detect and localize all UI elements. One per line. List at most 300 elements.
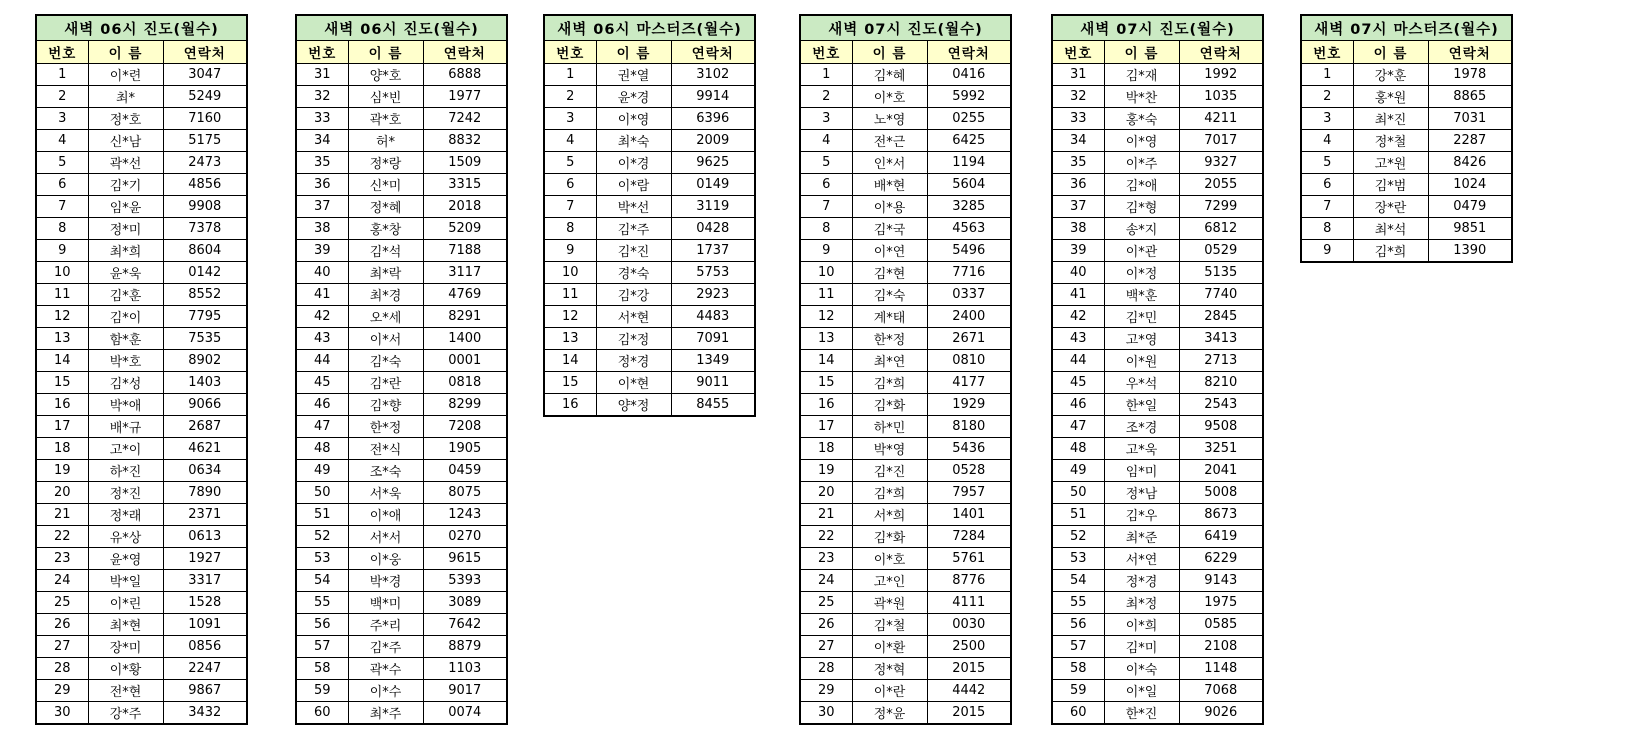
table-row [544,240,755,262]
cell-no: 33 [296,108,348,130]
cell-contact: 7242 [423,108,507,130]
cell-name: 배*현 [852,174,927,196]
table-row [296,350,507,372]
cell-no: 22 [36,526,88,548]
table-row [800,636,1011,658]
cell-no: 42 [1052,306,1104,328]
cell-name: 오*세 [348,306,423,328]
cell-no: 13 [544,328,596,350]
cell-no: 45 [1052,372,1104,394]
cell-no: 25 [36,592,88,614]
cell-no: 14 [36,350,88,372]
cell-no: 9 [1301,240,1353,263]
cell-no: 35 [296,152,348,174]
cell-no: 59 [1052,680,1104,702]
cell-no: 24 [36,570,88,592]
cell-no: 12 [544,306,596,328]
cell-no: 43 [296,328,348,350]
cell-no: 15 [36,372,88,394]
table-row [1052,306,1263,328]
cell-contact: 9851 [1428,218,1512,240]
cell-no: 22 [800,526,852,548]
cell-contact: 1927 [163,548,247,570]
cell-name: 김*진 [852,460,927,482]
cell-name: 함*훈 [88,328,163,350]
table-row [296,636,507,658]
cell-no: 57 [1052,636,1104,658]
cell-name: 박*경 [348,570,423,592]
cell-contact: 8604 [163,240,247,262]
cell-no: 44 [1052,350,1104,372]
cell-no: 31 [1052,64,1104,86]
cell-name: 최*준 [1104,526,1179,548]
table-row [800,680,1011,702]
cell-no: 38 [296,218,348,240]
roster-table-slot [799,14,1012,725]
table-row [544,328,755,350]
table-row [36,284,247,306]
table-row [296,284,507,306]
cell-no: 2 [544,86,596,108]
table-row [800,350,1011,372]
table-row [1052,350,1263,372]
table-row [1301,64,1512,86]
table-row [1052,526,1263,548]
cell-contact: 6229 [1179,548,1263,570]
cell-name: 이*영 [596,108,671,130]
cell-contact: 0149 [671,174,755,196]
cell-name: 고*원 [1353,152,1428,174]
roster-table [35,14,248,725]
table-row [1052,196,1263,218]
cell-name: 김*석 [348,240,423,262]
cell-name: 이*일 [1104,680,1179,702]
col-header-name: 이 름 [852,41,927,64]
cell-no: 35 [1052,152,1104,174]
cell-no: 54 [1052,570,1104,592]
cell-contact: 1401 [927,504,1011,526]
cell-name: 이*수 [348,680,423,702]
table-row [544,262,755,284]
table-row [1052,548,1263,570]
cell-name: 홍*원 [1353,86,1428,108]
table-row [1301,196,1512,218]
cell-no: 47 [296,416,348,438]
table-row [296,64,507,86]
cell-name: 곽*선 [88,152,163,174]
cell-name: 장*란 [1353,196,1428,218]
table-row [1052,64,1263,86]
cell-no: 10 [544,262,596,284]
cell-no: 34 [1052,130,1104,152]
cell-contact: 4483 [671,306,755,328]
cell-contact: 1035 [1179,86,1263,108]
table-row [544,350,755,372]
cell-no: 36 [1052,174,1104,196]
cell-name: 강*훈 [1353,64,1428,86]
table-row [1052,152,1263,174]
cell-no: 6 [800,174,852,196]
table-row [36,108,247,130]
cell-contact: 5393 [423,570,507,592]
cell-no: 47 [1052,416,1104,438]
cell-no: 7 [1301,196,1353,218]
cell-no: 15 [800,372,852,394]
cell-name: 최* [88,86,163,108]
table-body [544,64,755,417]
cell-no: 36 [296,174,348,196]
cell-name: 서*희 [852,504,927,526]
cell-contact: 3413 [1179,328,1263,350]
cell-contact: 1737 [671,240,755,262]
cell-no: 24 [800,570,852,592]
cell-contact: 9914 [671,86,755,108]
cell-name: 서*현 [596,306,671,328]
cell-no: 59 [296,680,348,702]
table-row [800,130,1011,152]
cell-no: 3 [36,108,88,130]
table-row [296,460,507,482]
table-row [1301,218,1512,240]
table-row [1301,174,1512,196]
cell-name: 우*석 [1104,372,1179,394]
cell-contact: 7188 [423,240,507,262]
cell-no: 1 [800,64,852,86]
cell-contact: 9066 [163,394,247,416]
cell-contact: 5135 [1179,262,1263,284]
cell-no: 16 [800,394,852,416]
cell-name: 임*미 [1104,460,1179,482]
cell-name: 인*서 [852,152,927,174]
cell-contact: 7535 [163,328,247,350]
cell-contact: 0142 [163,262,247,284]
table-row [800,526,1011,548]
table-row [36,262,247,284]
cell-contact: 3432 [163,702,247,725]
cell-no: 2 [36,86,88,108]
cell-name: 김*범 [1353,174,1428,196]
table-title-row [1052,15,1263,41]
table-row [36,658,247,680]
cell-contact: 5249 [163,86,247,108]
cell-name: 신*남 [88,130,163,152]
cell-no: 6 [1301,174,1353,196]
cell-contact: 7068 [1179,680,1263,702]
cell-no: 5 [544,152,596,174]
cell-name: 최*희 [88,240,163,262]
cell-no: 7 [800,196,852,218]
cell-name: 이*환 [852,636,927,658]
table-row [800,570,1011,592]
cell-no: 30 [36,702,88,725]
cell-contact: 2055 [1179,174,1263,196]
cell-contact: 7208 [423,416,507,438]
cell-contact: 7299 [1179,196,1263,218]
table-row [36,504,247,526]
cell-name: 홍*창 [348,218,423,240]
cell-no: 60 [296,702,348,725]
cell-no: 26 [800,614,852,636]
col-header-contact: 연락처 [671,41,755,64]
cell-no: 18 [36,438,88,460]
cell-no: 11 [36,284,88,306]
cell-no: 5 [36,152,88,174]
roster-table-slot [1051,14,1264,725]
roster-table [543,14,756,417]
roster-table [1051,14,1264,725]
cell-contact: 1148 [1179,658,1263,680]
cell-no: 58 [296,658,348,680]
cell-contact: 9508 [1179,416,1263,438]
table-row [36,438,247,460]
table-row [36,570,247,592]
cell-no: 8 [544,218,596,240]
column-header-row [1301,41,1512,64]
cell-contact: 1905 [423,438,507,460]
cell-name: 정*경 [596,350,671,372]
cell-contact: 5992 [927,86,1011,108]
cell-contact: 7284 [927,526,1011,548]
cell-no: 21 [800,504,852,526]
cell-name: 장*미 [88,636,163,658]
table-row [296,262,507,284]
cell-name: 박*일 [88,570,163,592]
cell-no: 41 [1052,284,1104,306]
cell-name: 이*희 [1104,614,1179,636]
cell-no: 39 [1052,240,1104,262]
table-row [1301,152,1512,174]
cell-name: 윤*경 [596,86,671,108]
cell-no: 8 [36,218,88,240]
cell-contact: 2041 [1179,460,1263,482]
cell-contact: 3047 [163,64,247,86]
table-row [36,306,247,328]
table-body [1301,64,1512,263]
cell-contact: 4563 [927,218,1011,240]
table-row [800,86,1011,108]
cell-no: 5 [800,152,852,174]
cell-name: 양*호 [348,64,423,86]
cell-name: 최*락 [348,262,423,284]
cell-no: 46 [1052,394,1104,416]
cell-no: 6 [36,174,88,196]
table-row [36,130,247,152]
cell-no: 17 [800,416,852,438]
cell-no: 16 [36,394,88,416]
cell-name: 김*희 [852,482,927,504]
cell-no: 23 [800,548,852,570]
cell-contact: 9625 [671,152,755,174]
cell-name: 최*현 [88,614,163,636]
column-header-row [36,41,247,64]
cell-contact: 2671 [927,328,1011,350]
cell-contact: 2009 [671,130,755,152]
table-row [296,548,507,570]
table-row [1052,702,1263,725]
cell-no: 11 [800,284,852,306]
cell-no: 4 [544,130,596,152]
cell-contact: 5436 [927,438,1011,460]
col-header-no: 번호 [1052,41,1104,64]
cell-no: 57 [296,636,348,658]
cell-contact: 8879 [423,636,507,658]
table-row [296,482,507,504]
cell-name: 하*진 [88,460,163,482]
table-row [800,504,1011,526]
table-row [544,152,755,174]
cell-name: 전*근 [852,130,927,152]
table-row [36,152,247,174]
cell-name: 이*경 [596,152,671,174]
cell-name: 김*이 [88,306,163,328]
table-row [800,174,1011,196]
cell-name: 한*일 [1104,394,1179,416]
table-row [544,86,755,108]
cell-name: 이*영 [1104,130,1179,152]
cell-name: 이*현 [596,372,671,394]
table-body [296,64,507,725]
cell-name: 양*정 [596,394,671,417]
table-row [800,196,1011,218]
cell-no: 3 [1301,108,1353,130]
cell-name: 정*호 [88,108,163,130]
cell-contact: 2018 [423,196,507,218]
table-row [800,218,1011,240]
table-row [296,174,507,196]
table-row [296,218,507,240]
cell-name: 김*화 [852,394,927,416]
table-row [1052,438,1263,460]
cell-no: 2 [800,86,852,108]
cell-contact: 8776 [927,570,1011,592]
table-row [1052,416,1263,438]
cell-contact: 0613 [163,526,247,548]
cell-no: 19 [800,460,852,482]
cell-no: 49 [296,460,348,482]
table-row [1052,482,1263,504]
cell-name: 강*주 [88,702,163,725]
cell-contact: 5753 [671,262,755,284]
cell-no: 53 [296,548,348,570]
cell-contact: 0255 [927,108,1011,130]
cell-name: 서*욱 [348,482,423,504]
column-header-row [1052,41,1263,64]
cell-name: 김*우 [1104,504,1179,526]
cell-contact: 1403 [163,372,247,394]
cell-name: 정*철 [1353,130,1428,152]
table-row [800,64,1011,86]
cell-contact: 3285 [927,196,1011,218]
table-row [296,526,507,548]
roster-table [295,14,508,725]
cell-no: 28 [36,658,88,680]
cell-name: 배*규 [88,416,163,438]
table-row [544,64,755,86]
cell-name: 윤*욱 [88,262,163,284]
cell-contact: 2500 [927,636,1011,658]
cell-name: 정*미 [88,218,163,240]
cell-contact: 2015 [927,658,1011,680]
cell-no: 53 [1052,548,1104,570]
cell-contact: 7017 [1179,130,1263,152]
cell-name: 김*민 [1104,306,1179,328]
cell-no: 11 [544,284,596,306]
cell-contact: 9011 [671,372,755,394]
cell-contact: 1400 [423,328,507,350]
table-title-row [296,15,507,41]
table-row [800,328,1011,350]
cell-contact: 1349 [671,350,755,372]
cell-no: 40 [296,262,348,284]
col-header-contact: 연락처 [423,41,507,64]
cell-no: 2 [1301,86,1353,108]
cell-name: 최*진 [1353,108,1428,130]
table-row [1052,174,1263,196]
table-row [296,196,507,218]
cell-name: 유*상 [88,526,163,548]
cell-name: 김*혜 [852,64,927,86]
cell-no: 55 [1052,592,1104,614]
cell-name: 김*기 [88,174,163,196]
cell-no: 34 [296,130,348,152]
cell-no: 21 [36,504,88,526]
cell-contact: 5496 [927,240,1011,262]
cell-contact: 4111 [927,592,1011,614]
cell-name: 이*관 [1104,240,1179,262]
cell-contact: 8552 [163,284,247,306]
cell-contact: 9026 [1179,702,1263,725]
cell-no: 45 [296,372,348,394]
cell-contact: 4621 [163,438,247,460]
col-header-name: 이 름 [348,41,423,64]
cell-no: 7 [544,196,596,218]
table-row [800,614,1011,636]
cell-contact: 3317 [163,570,247,592]
cell-name: 김*희 [852,372,927,394]
cell-no: 50 [296,482,348,504]
table-row [36,614,247,636]
cell-contact: 2108 [1179,636,1263,658]
cell-name: 계*태 [852,306,927,328]
cell-contact: 1975 [1179,592,1263,614]
cell-no: 43 [1052,328,1104,350]
cell-name: 박*선 [596,196,671,218]
cell-contact: 1091 [163,614,247,636]
cell-name: 최*경 [348,284,423,306]
cell-no: 14 [544,350,596,372]
cell-name: 최*석 [1353,218,1428,240]
col-header-no: 번호 [36,41,88,64]
cell-no: 56 [296,614,348,636]
cell-contact: 2015 [927,702,1011,725]
roster-table-slot [1300,14,1513,263]
cell-name: 한*정 [852,328,927,350]
cell-no: 25 [800,592,852,614]
cell-no: 9 [544,240,596,262]
cell-contact: 0001 [423,350,507,372]
cell-name: 곽*원 [852,592,927,614]
table-row [544,372,755,394]
cell-name: 박*영 [852,438,927,460]
table-row [800,240,1011,262]
table-row [36,372,247,394]
table-row [800,548,1011,570]
table-row [1052,372,1263,394]
cell-no: 15 [544,372,596,394]
cell-contact: 1977 [423,86,507,108]
table-row [36,240,247,262]
cell-name: 이*원 [1104,350,1179,372]
